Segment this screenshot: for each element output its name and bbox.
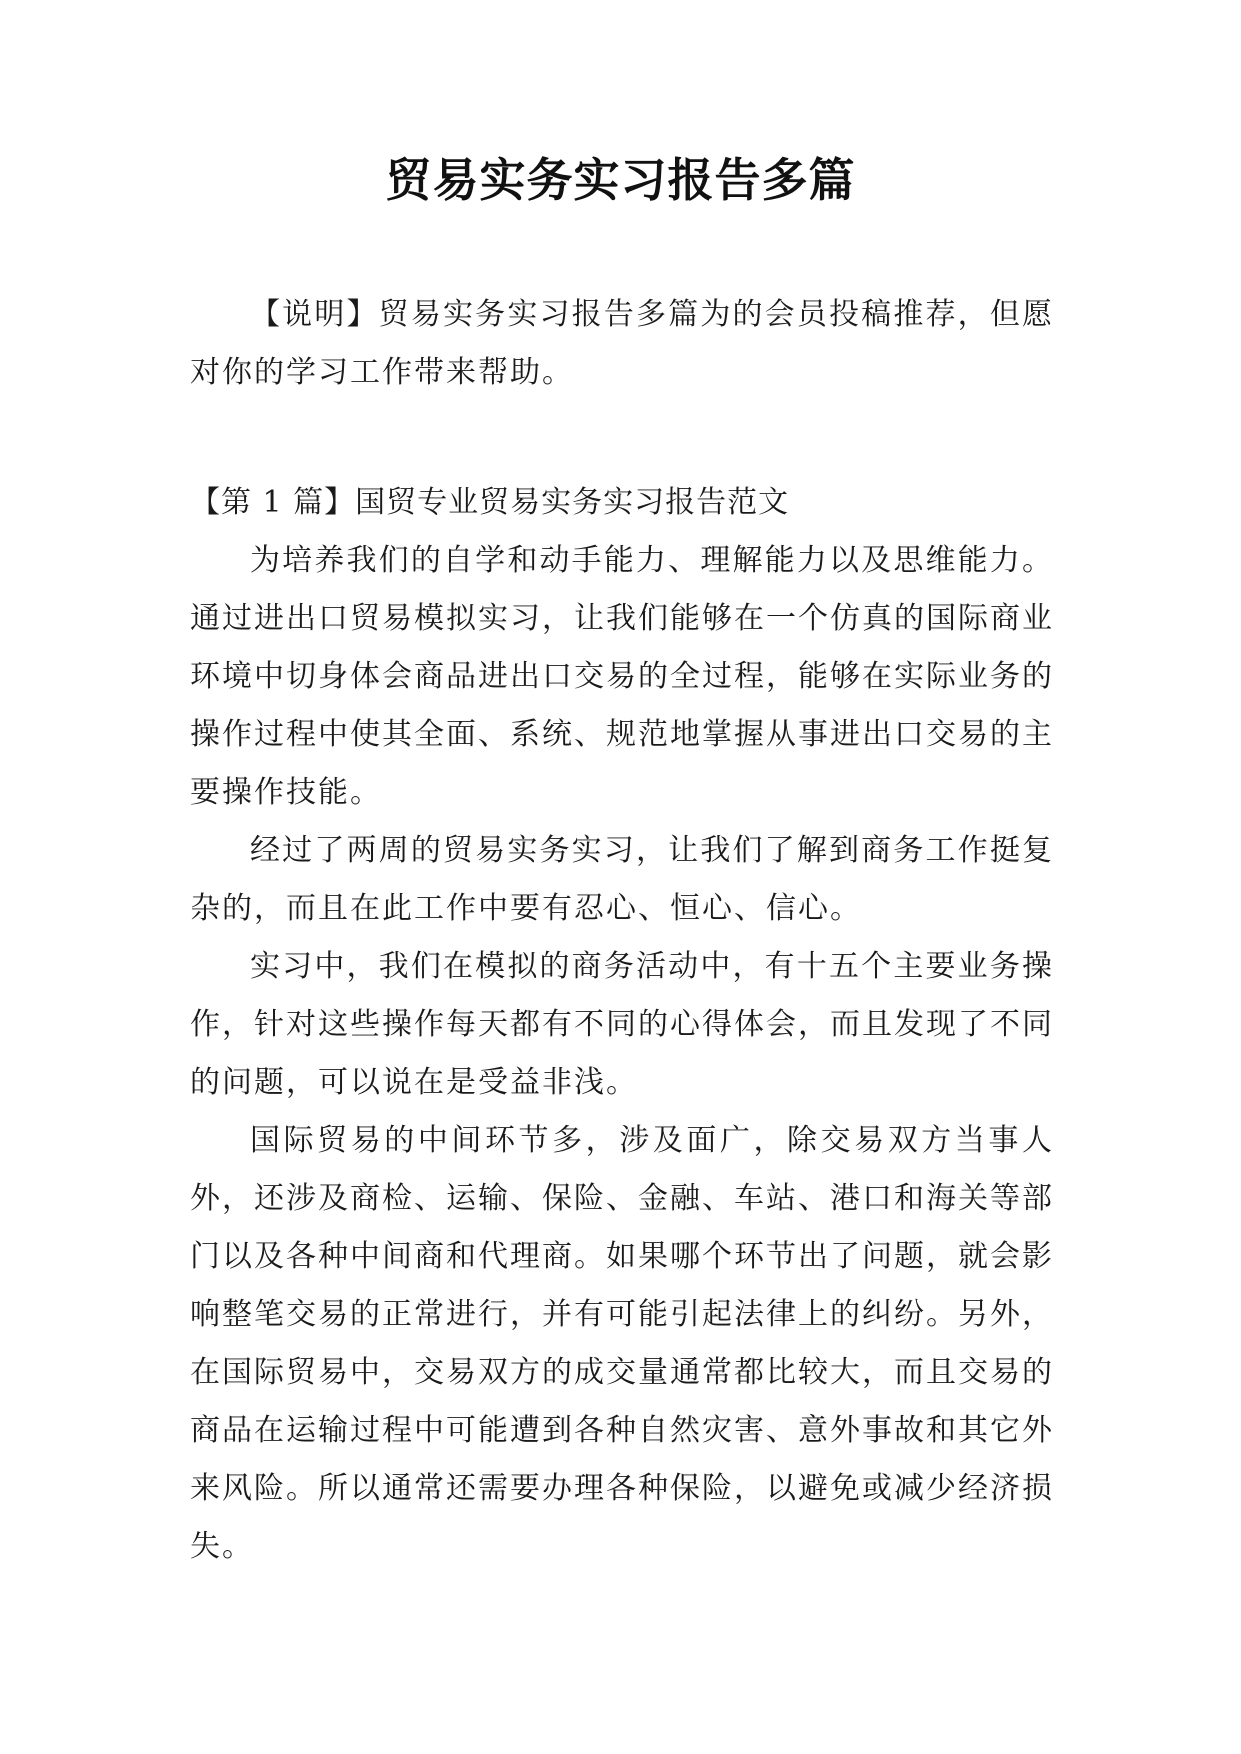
body-paragraph: 实习中，我们在模拟的商务活动中，有十五个主要业务操作，针对这些操作每天都有不同的心得体会，而且发现了不同的问题，可以说在是受益非浅。	[190, 949, 1054, 1100]
section-heading: 【第 1 篇】国贸专业贸易实务实习报告范文	[190, 485, 790, 520]
document-title: 贸易实务实习报告多篇	[385, 153, 856, 207]
body-paragraph: 为培养我们的自学和动手能力、理解能力以及思维能力。通过进出口贸易模拟实习，让我们能够在一个仿真的国际商业环境中切身体会商品进出口交易的全过程，能够在实际业务的操作过程中使其全面、系统、规范地掌握从事进出口交易的主要操作技能。	[190, 543, 1054, 810]
document-body	[190, 286, 1054, 1576]
body-paragraph: 国际贸易的中间环节多，涉及面广，除交易双方当事人外，还涉及商检、运输、保险、金融、车站、港口和海关等部门以及各种中间商和代理商。如果哪个环节出了问题，就会影响整笔交易的正常进行，并有可能引起法律上的纠纷。另外，在国际贸易中，交易双方的成交量通常都比较大，而且交易的商品在运输过程中可能遭到各种自然灾害、意外事故和其它外来风险。所以通常还需要办理各种保险，以避免或减少经济损失。	[190, 1123, 1054, 1564]
body-paragraph: 经过了两周的贸易实务实习，让我们了解到商务工作挺复杂的，而且在此工作中要有忍心、恒心、信心。	[190, 833, 1054, 926]
intro-note: 【说明】贸易实务实习报告多篇为的会员投稿推荐，但愿对你的学习工作带来帮助。	[190, 297, 1054, 390]
